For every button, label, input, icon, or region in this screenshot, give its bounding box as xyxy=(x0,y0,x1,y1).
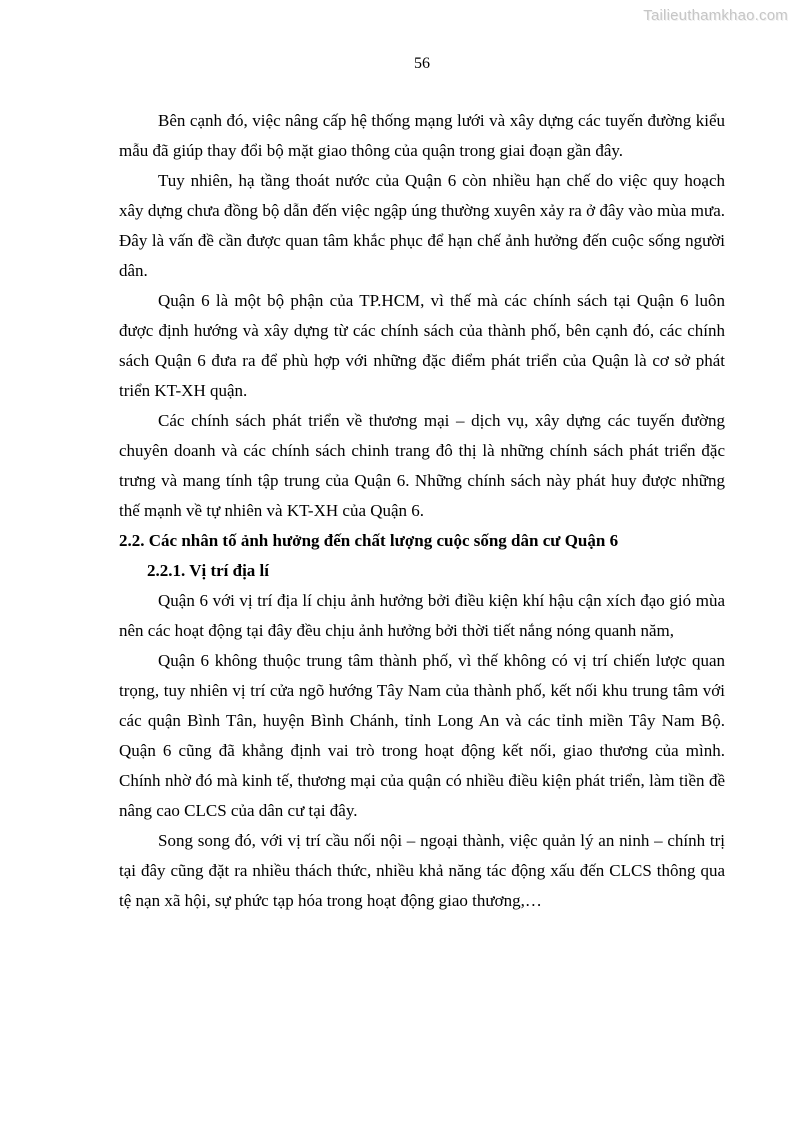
paragraph-security: Song song đó, với vị trí cầu nối nội – ngoại thành, việc quản lý an ninh – chính trị tại đây cũng đặt ra nhiều thách thức, nhiều khả năng tác động xấu đến CLCS thông qua tệ nạn xã hội, sự phức tạp hóa trong hoạt động giao thương,… xyxy=(119,831,725,910)
paragraph-drainage: Tuy nhiên, hạ tầng thoát nước của Quận 6 còn nhiều hạn chế do việc quy hoạch xây dựng chưa đồng bộ dẫn đến việc ngập úng thường xuyên xảy ra ở đây vào mùa mưa. Đây là vấn đề cần được quan tâm khắc phục để hạn chế ảnh hưởng đến cuộc sống người dân. xyxy=(119,171,725,280)
document-body xyxy=(119,106,725,916)
paragraph-policy-trade: Các chính sách phát triển về thương mại – dịch vụ, xây dựng các tuyến đường chuyên doanh và các chính sách chinh trang đô thị là những chính sách phát triển đặc trưng và mang tính tập trung của Quận 6. Những chính sách này phát huy được những thế mạnh về tự nhiên và KT-XH của Quận 6. xyxy=(119,411,725,520)
paragraph-location: Quận 6 không thuộc trung tâm thành phố, vì thế không có vị trí chiến lược quan trọng, tuy nhiên vị trí cửa ngõ hướng Tây Nam của thành phố, kết nối khu trung tâm với các quận Bình Tân, huyện Bình Chánh, tỉnh Long An và các tỉnh miền Tây Nam Bộ. Quận 6 cũng đã khẳng định vai trò trong hoạt động kết nối, giao thương của mình. Chính nhờ đó mà kinh tế, thương mại của quận có nhiều điều kiện phát triển, làm tiền đề nâng cao CLCS của dân cư tại đây. xyxy=(119,651,725,820)
page-number: 56 xyxy=(414,55,430,72)
watermark: Tailieuthamkhao.com xyxy=(643,7,788,24)
subsection-heading-2-2-1: 2.2.1. Vị trí địa lí xyxy=(147,561,269,580)
paragraph-infrastructure: Bên cạnh đó, việc nâng cấp hệ thống mạng lưới và xây dựng các tuyến đường kiểu mẫu đã giúp thay đổi bộ mặt giao thông của quận trong giai đoạn gần đây. xyxy=(119,111,725,160)
paragraph-policy-hcmc: Quận 6 là một bộ phận của TP.HCM, vì thế mà các chính sách tại Quận 6 luôn được định hướng và xây dựng từ các chính sách của thành phố, bên cạnh đó, các chính sách Quận 6 đưa ra để phù hợp với những đặc điểm phát triển của Quận là cơ sở phát triển KT-XH quận. xyxy=(119,291,725,400)
section-heading-2-2: 2.2. Các nhân tố ảnh hưởng đến chất lượng cuộc sống dân cư Quận 6 xyxy=(119,531,619,550)
paragraph-climate: Quận 6 với vị trí địa lí chịu ảnh hưởng bởi điều kiện khí hậu cận xích đạo gió mùa nên các hoạt động tại đây đều chịu ảnh hưởng bởi thời tiết nắng nóng quanh năm, xyxy=(119,591,725,640)
